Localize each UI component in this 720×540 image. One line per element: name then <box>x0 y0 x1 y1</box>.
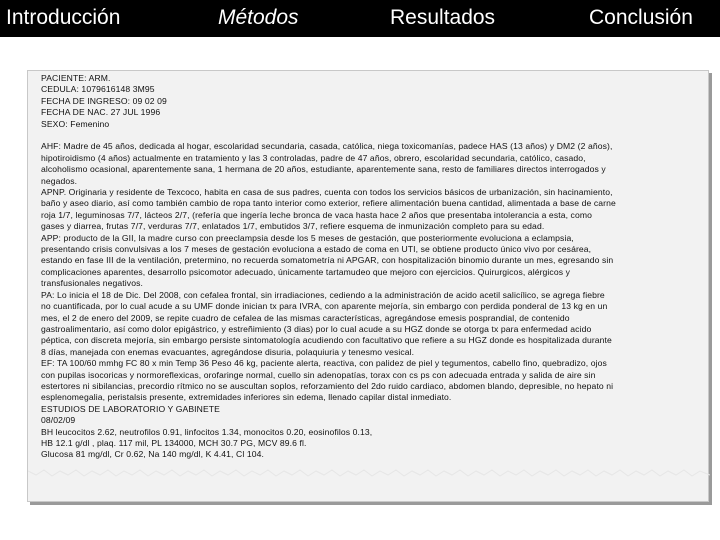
body-line: gastroalimentario, así como dolor epigástrico, y estreñimiento (3 dias) por lo cual acude a su HGZ donde se otorga tx para enfermedad acido <box>41 323 592 334</box>
body-line: con pupilas isocoricas y normoreflexicas, orofaringe normal, cuello sin adenopatías, torax con cs ps con adecuada entrada y salida de aire sin <box>41 369 596 380</box>
body-line: estando en fase III de la ventilación, pretermino, no recuerda somatometría ni APGAR, con hospitalización binomio durante un mes, egresando sin <box>41 255 614 266</box>
patient-name: PACIENTE: ARM. <box>41 73 111 83</box>
birth-date: FECHA DE NAC. 27 JUL 1996 <box>41 107 161 118</box>
lab-date: 08/02/09 <box>41 415 76 426</box>
body-line: complicaciones aparentes, desarrollo psicomotor adecuado, únicamente tartamudeo que mejoro con ejercicios. Quirurgicos, alérgicos y <box>41 266 570 277</box>
body-line: roja 1/7, leguminosas 7/7, lácteos 2/7, (refería que ingería leche bronca de vaca hasta hace 2 años que presentaba intolerancia a esta, como <box>41 209 592 220</box>
body-line: presentando crisis convulsivas a los 7 meses de gestación evoluciona a estado de coma en UTI, se obtiene producto único vivo por cesárea, <box>41 244 592 255</box>
body-line: esplenomegalia, peristalsis presente, extremidades inferiores sin edema, llenado capilar distal inmediato. <box>41 392 452 403</box>
nav-item-introduccion[interactable]: Introducción <box>6 6 121 29</box>
clinical-note-document <box>27 70 709 502</box>
body-line: AHF: Madre de 45 años, dedicada al hogar, escolaridad secundaria, casada, católica, niega toxicomanías, padece HAS (13 años) y DM2 (2 años), <box>41 141 613 152</box>
body-line: EF: TA 100/60 mmhg FC 80 x min Temp 36 Peso 46 kg, paciente alerta, reactiva, con palidez de piel y tegumentos, cabello fino, quebradizo, ojos <box>41 358 607 369</box>
top-navigation-bar <box>0 0 720 37</box>
nav-item-conclusion[interactable]: Conclusión <box>589 6 693 29</box>
spacer <box>41 130 701 141</box>
body-line: hipotiroidismo (4 años) actualmente en tratamiento y las 3 controladas, padre de 47 años, obrero, escolaridad secundaria, católico, casado, <box>41 152 586 163</box>
lab-result-line: HB 12.1 g/dl , plaq. 117 mil, PL 134000, MCH 30.7 PG, MCV 89.6 fl. <box>41 437 307 448</box>
body-line: mes, el 2 de enero del 2009, se repite cuadro de cefalea de las mismas características, agregándose emesis posprandial, de contenido <box>41 312 570 323</box>
nav-item-metodos[interactable]: Métodos <box>218 6 299 29</box>
patient-sex: SEXO: Femenino <box>41 118 110 129</box>
body-line: APP: producto de la GII, la madre curso con preeclampsia desde los 5 meses de gestación, que posteriormente evoluciona a eclampsia, <box>41 232 574 243</box>
lab-section-heading: ESTUDIOS DE LABORATORIO Y GABINETE <box>41 403 220 414</box>
admission-date: FECHA DE INGRESO: 09 02 09 <box>41 95 167 106</box>
body-line: 8 días, manejada con enemas evacuantes, agregándose disuria, polaquiuria y tenesmo vesical. <box>41 346 415 357</box>
body-line: transfusionales negativos. <box>41 278 143 289</box>
body-line: estertores ni sibilancias, precordio rítmico no se auscultan soplos, reforzamiento del 2do ruido cardiaco, abdomen blando, depresible, no hepato ni <box>41 380 614 391</box>
nav-item-resultados[interactable]: Resultados <box>390 6 496 29</box>
lab-result-line: BH leucocitos 2.62, neutrofilos 0.91, linfocitos 1.34, monocitos 0.20, eosinofilos 0.13, <box>41 426 373 437</box>
body-line: negados. <box>41 175 78 186</box>
document-text <box>41 73 701 461</box>
lab-result-line: Glucosa 81 mg/dl, Cr 0.62, Na 140 mg/dl, K 4.41, Cl 104. <box>41 449 264 460</box>
body-line: gases y diarrea, frutas 7/7, verduras 7/7, enlatados 1/7, embutidos 3/7, refiere esquema de inmunización completo para su edad. <box>41 221 545 232</box>
body-line: péptica, con discreta mejoría, sin embargo persiste sintomatología acudiendo con facultativo que refiere a su HGZ donde es hospitalizada durante <box>41 335 612 346</box>
body-line: alcoholismo ocasional, aparentemente sana, 1 hermana de 20 años, estudiante, aparentemente sana, resto de familiares directos interrogados y <box>41 164 606 175</box>
body-line: PA: Lo inicia el 18 de Dic. Del 2008, con cefalea frontal, sin irradiaciones, cediendo a la administración de acido acetil salicílico, se agrega fiebre <box>41 289 605 300</box>
body-line: baño y aseo diario, así como también cambio de ropa tanto interior como exterior, refiere alimentación buena cantidad, alimentada a base de carne <box>41 198 616 209</box>
patient-id: CEDULA: 1079616148 3M95 <box>41 84 155 95</box>
body-line: APNP. Originaria y residente de Texcoco, habita en casa de sus padres, cuenta con todos los servicios básicos de urbanización, sin hacinamiento, <box>41 187 613 198</box>
body-line: no cuantificada, por lo cual acude a su UMF donde inician tx para IVRA, con aparente mejoría, sin embargo con perdida ponderal de 13 kg en un <box>41 301 608 312</box>
